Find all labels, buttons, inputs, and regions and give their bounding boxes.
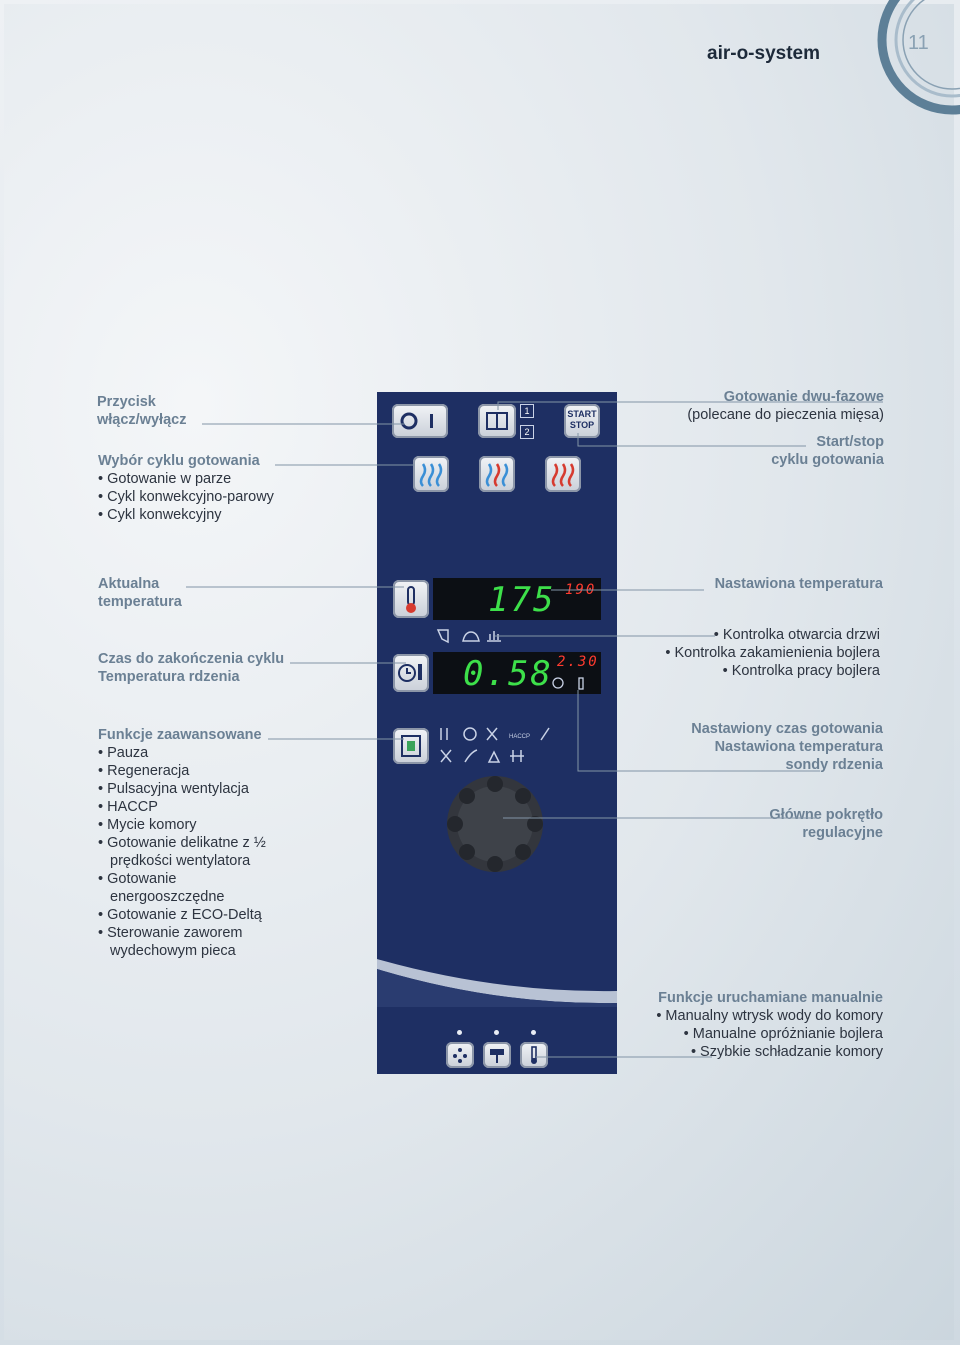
water-drops-icon — [446, 1042, 474, 1068]
label-manual-title: Funkcje uruchamiane manualnie — [658, 990, 883, 1006]
clock-icon — [551, 676, 591, 690]
convection-icon — [545, 456, 581, 492]
label-time-core-2: Temperatura rdzenia — [98, 669, 240, 685]
label-power-title-2: włącz/wyłącz — [97, 412, 187, 428]
label-advanced-functions — [98, 726, 288, 960]
indicator-icons — [435, 628, 515, 644]
label-set-time-3: sondy rdzenia — [785, 757, 883, 773]
temperature-display — [433, 578, 601, 620]
list-item: • Gotowanie w parze — [98, 470, 274, 488]
brand-title: air-o-system — [707, 43, 820, 64]
manual-led-3 — [531, 1030, 536, 1035]
time-display — [433, 652, 601, 694]
label-manual-functions — [656, 989, 883, 1061]
boiler-scale-icon — [463, 632, 479, 641]
boiler-icon — [487, 631, 501, 641]
power-icon — [392, 404, 448, 438]
label-main-knob-1: Główne pokrętło — [769, 807, 883, 823]
stop-label: STOP — [569, 420, 595, 430]
label-time-core-1: Czas do zakończenia cyklu — [98, 651, 285, 667]
start-label: START — [567, 409, 597, 419]
label-main-knob-2: regulacyjne — [802, 825, 883, 841]
label-set-time — [691, 720, 883, 774]
eco-icon — [465, 750, 477, 762]
set-temperature-readout: 190 — [565, 582, 597, 598]
list-item: • Sterowanie zaworem wydechowym pieca — [98, 924, 288, 960]
phase-2-indicator: 2 — [520, 425, 534, 439]
menu-door-icon — [393, 728, 429, 764]
list-item: • Kontrolka pracy bojlera — [722, 663, 880, 679]
manual-led-2 — [494, 1030, 499, 1035]
label-two-phase-title: Gotowanie dwu-fazowe — [723, 389, 884, 405]
cooling-thermometer-icon — [520, 1042, 548, 1068]
list-item: • Manualny wtrysk wody do komory — [656, 1008, 883, 1024]
cleaning-icon — [541, 728, 549, 740]
current-temperature-readout: 175 — [488, 580, 556, 620]
water-injection-button[interactable] — [446, 1042, 474, 1068]
list-item: • Regeneracja — [98, 762, 288, 780]
delicate-icon — [441, 750, 451, 762]
power-button[interactable] — [392, 404, 448, 438]
label-set-temp — [715, 575, 883, 593]
list-item: • Pauza — [98, 744, 288, 762]
vent-valve-icon — [510, 750, 524, 762]
label-current-temp-2: temperatura — [98, 594, 182, 610]
timer-core-button[interactable] — [393, 654, 429, 692]
label-set-temp-title: Nastawiona temperatura — [714, 576, 883, 592]
manual-led-1 — [457, 1030, 462, 1035]
label-two-phase — [687, 388, 884, 424]
two-phase-icon — [478, 404, 516, 438]
label-start-stop-2: cyklu gotowania — [771, 452, 884, 468]
list-item: • Pulsacyjna wentylacja — [98, 780, 288, 798]
label-current-temp — [98, 575, 182, 611]
page-number: 11 — [908, 32, 929, 54]
list-item: • Szybkie schładzanie komory — [690, 1044, 883, 1060]
list-item: • Gotowanie z ECO-Deltą — [98, 906, 288, 924]
panel-curve-band — [377, 947, 617, 1007]
label-cycle-title: Wybór cyklu gotowania — [98, 453, 260, 469]
eco-delta-icon — [489, 752, 499, 762]
main-control-knob[interactable] — [443, 772, 547, 876]
label-set-time-2: Nastawiona temperatura — [714, 739, 883, 755]
list-item: • Kontrolka zakamienienia bojlera — [665, 645, 880, 661]
list-item: • Mycie komory — [98, 816, 288, 834]
label-cycle-select — [98, 452, 274, 524]
list-item: • Gotowanie delikatne z ½ prędkości wentylatora — [98, 834, 288, 870]
two-phase-button[interactable] — [478, 404, 516, 438]
start-stop-button[interactable] — [564, 404, 600, 438]
thermometer-icon — [393, 580, 429, 618]
label-start-stop — [771, 433, 884, 469]
label-two-phase-subtitle: (polecane do pieczenia mięsa) — [687, 407, 884, 423]
steam-cycle-button[interactable] — [413, 456, 449, 492]
label-power-title-1: Przycisk — [97, 394, 156, 410]
door-open-icon — [438, 630, 448, 642]
temperature-button[interactable] — [393, 580, 429, 618]
regeneration-icon — [464, 728, 476, 740]
list-item: • Kontrolka otwarcia drzwi — [713, 627, 880, 643]
label-power-button — [97, 393, 186, 429]
remaining-time-readout: 0.58 — [463, 654, 553, 694]
list-item: • Manualne opróżnianie bojlera — [683, 1026, 883, 1042]
list-item: • Cykl konwekcyjny — [98, 506, 274, 524]
fast-cooling-button[interactable] — [520, 1042, 548, 1068]
convection-cycle-button[interactable] — [545, 456, 581, 492]
control-panel — [377, 392, 617, 1074]
steam-icon — [413, 456, 449, 492]
label-start-stop-1: Start/stop — [816, 434, 884, 450]
label-indicators — [665, 626, 880, 680]
combi-icon — [479, 456, 515, 492]
label-current-temp-1: Aktualna — [98, 576, 160, 592]
list-item: • HACCP — [98, 798, 288, 816]
boiler-drain-button[interactable] — [483, 1042, 511, 1068]
decorative-rings-icon — [840, 0, 960, 120]
clock-probe-icon — [393, 654, 429, 692]
label-main-knob — [769, 806, 883, 842]
advanced-function-icons — [437, 726, 557, 766]
phase-1-indicator: 1 — [520, 404, 534, 418]
fan-pulse-icon — [487, 728, 497, 740]
pause-icon — [441, 728, 447, 740]
advanced-functions-button[interactable] — [393, 728, 429, 764]
drain-icon — [483, 1042, 511, 1068]
label-set-time-1: Nastawiony czas gotowania — [691, 721, 883, 737]
set-time-readout: 2.30 — [557, 654, 599, 670]
label-time-core — [98, 650, 284, 686]
label-advanced-title: Funkcje zaawansowane — [98, 727, 262, 743]
list-item: • Cykl konwekcyjno-parowy — [98, 488, 274, 506]
combi-cycle-button[interactable] — [479, 456, 515, 492]
list-item: • Gotowanie energooszczędne — [98, 870, 288, 906]
haccp-label: HACCP — [509, 734, 531, 740]
